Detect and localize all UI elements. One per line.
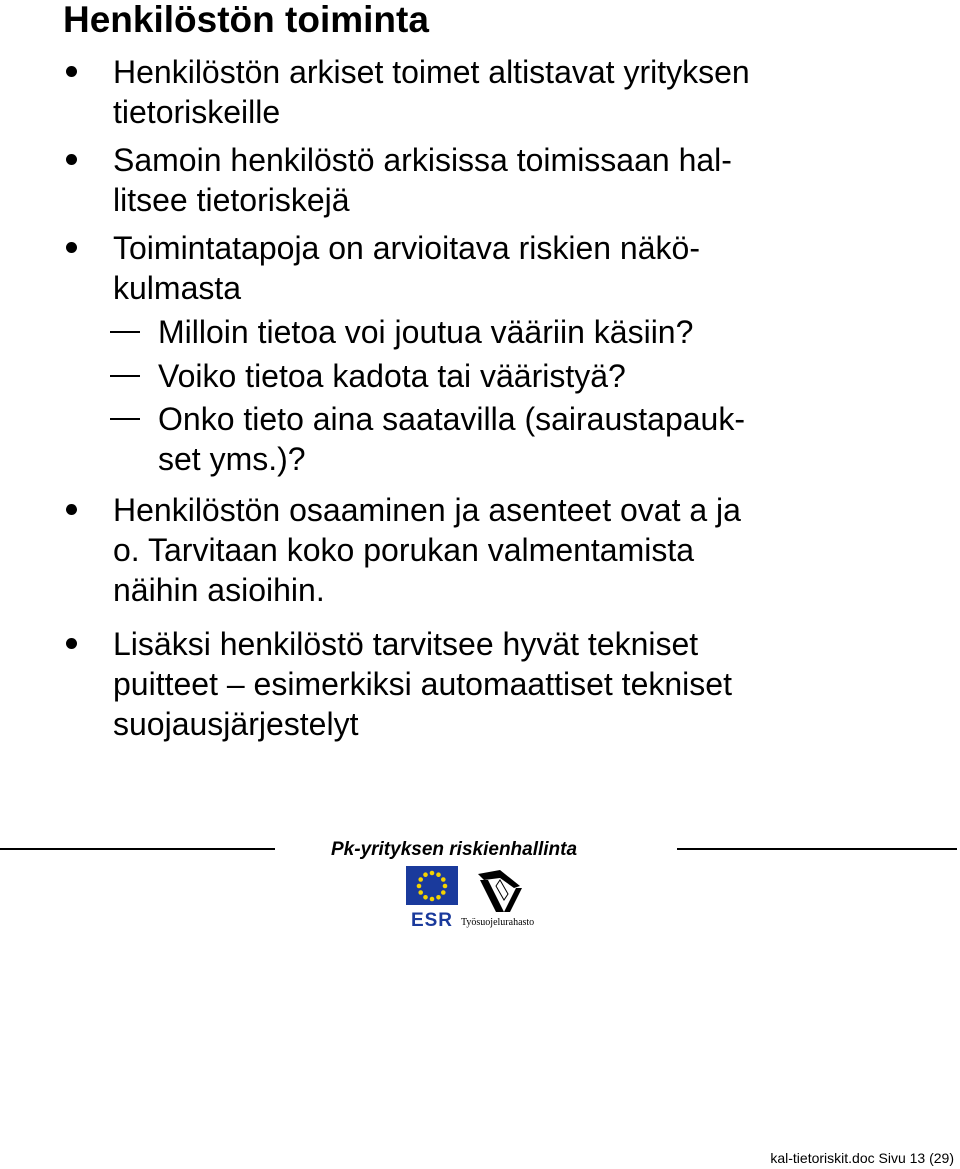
bullet-item — [113, 228, 700, 308]
item-line: tietoriskeille — [113, 94, 281, 130]
bullet-dot-icon — [66, 638, 77, 649]
tsr-mark-icon — [478, 870, 522, 912]
bullet-dot-icon — [66, 66, 77, 77]
sub-bullet-item — [158, 399, 745, 479]
dash-icon — [110, 375, 140, 377]
sub-bullet-item — [158, 312, 693, 352]
tsr-caption: Työsuojelurahasto — [461, 917, 535, 928]
item-line: suojausjärjestelyt — [113, 706, 359, 742]
item-line: Toimintatapoja on arvioitava riskien näkö- — [113, 230, 700, 266]
dash-icon — [110, 331, 140, 333]
item-line: Milloin tietoa voi joutua vääriin käsiin? — [158, 314, 694, 350]
dash-icon — [110, 418, 140, 420]
item-line: Samoin henkilöstö arkisissa toimissaan hal- — [113, 142, 732, 178]
item-line: näihin asioihin. — [113, 572, 325, 608]
footer-rule-right — [677, 848, 957, 850]
item-line: o. Tarvitaan koko porukan valmentamista — [113, 532, 695, 568]
bullet-item — [113, 624, 732, 744]
esr-logo — [406, 866, 458, 928]
item-line: Voiko tietoa kadota tai vääristyä? — [158, 358, 626, 394]
footer-title: Pk-yrityksen riskienhallinta — [331, 839, 578, 860]
sub-bullet-item — [158, 356, 626, 396]
page-footer-label: kal-tietoriskit.doc Sivu 13 (29) — [770, 1150, 954, 1166]
item-line: Lisäksi henkilöstö tarvitsee hyvät tekniset — [113, 626, 699, 662]
bullet-dot-icon — [66, 154, 77, 165]
bullet-item — [113, 140, 732, 220]
bullet-dot-icon — [66, 242, 77, 253]
item-line: Henkilöstön arkiset toimet altistavat yrityksen — [113, 54, 750, 90]
bullet-item — [113, 52, 750, 132]
item-line: Henkilöstön osaaminen ja asenteet ovat a ja — [113, 492, 741, 528]
item-line: litsee tietoriskejä — [113, 182, 350, 218]
item-line: set yms.)? — [158, 441, 306, 477]
item-line: kulmasta — [113, 270, 242, 306]
footer-rule-left — [0, 848, 275, 850]
bullet-item — [113, 490, 741, 610]
esr-text: ESR — [410, 910, 454, 928]
bullet-dot-icon — [66, 504, 77, 515]
item-line: puitteet – esimerkiksi automaattiset tekniset — [113, 666, 732, 702]
page-title: Henkilöstön toiminta — [63, 0, 429, 40]
item-line: Onko tieto aina saatavilla (sairaustapauk- — [158, 401, 745, 437]
